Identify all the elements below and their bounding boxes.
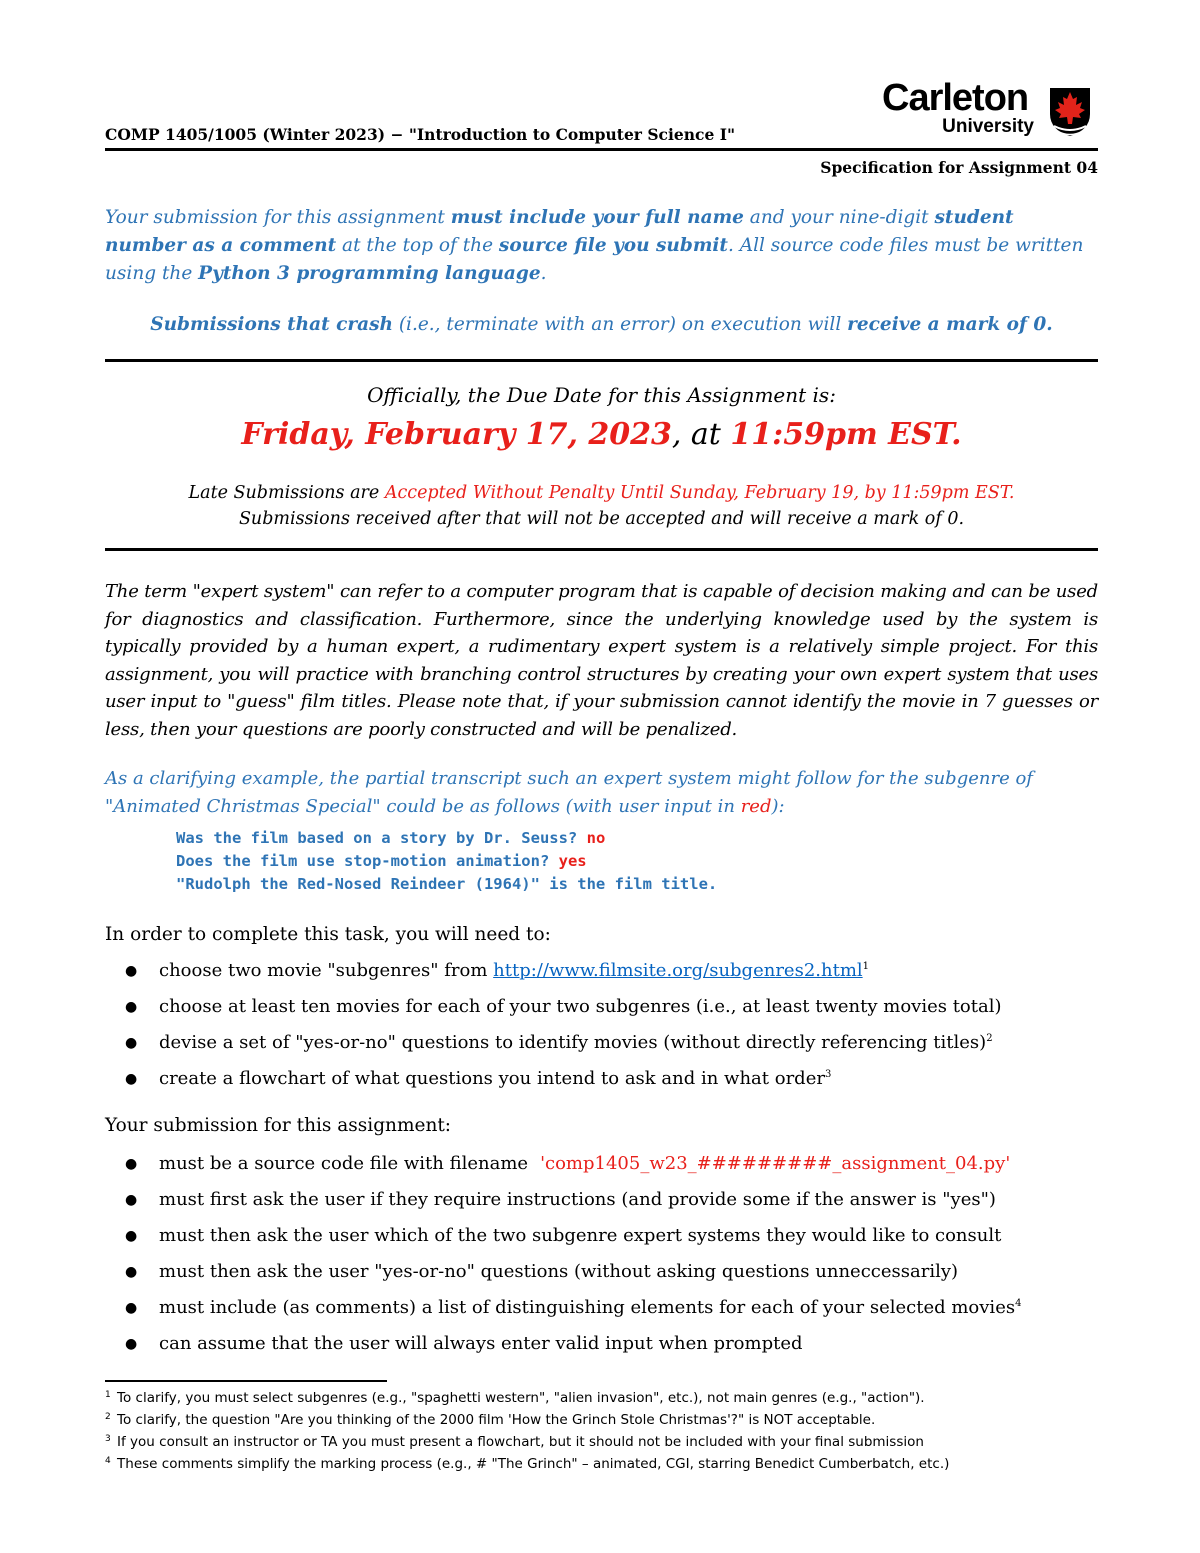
- footnote-text: To clarify, you must select subgenres (e.g., "spaghetti western", "alien invasion", etc.), not main genres (e.g., "action").: [117, 1390, 925, 1406]
- filmsite-link[interactable]: http://www.filmsite.org/subgenres2.html: [493, 960, 863, 981]
- submission-text: can assume that the user will always enter valid input when prompted: [159, 1333, 803, 1354]
- due-date-label: Officially, the Due Date for this Assignment is:: [367, 383, 836, 407]
- section-divider-1: [105, 359, 1098, 362]
- tasks-list: [105, 953, 1098, 1097]
- course-title: COMP 1405/1005 (Winter 2023) − "Introduction to Computer Science I": [105, 125, 736, 144]
- req-text-3: at the top of the: [336, 235, 499, 256]
- footnote-2: [105, 1409, 1098, 1431]
- bullet-icon: ●: [125, 1264, 138, 1280]
- crash-warning: [105, 311, 1098, 339]
- footnote-3: [105, 1431, 1098, 1453]
- late-text-2: Submissions received after that will not be accepted and will receive a mark of 0.: [238, 509, 965, 529]
- transcript-question-1: Was the film based on a story by Dr. Seuss?: [176, 829, 587, 847]
- footnote-ref: 1: [862, 961, 870, 972]
- tasks-title: In order to complete this task, you will need to:: [105, 924, 551, 945]
- due-date-day: Friday, February 17, 2023: [241, 417, 672, 452]
- list-item: [105, 1218, 1098, 1254]
- logo-subtitle: University: [942, 116, 1034, 137]
- list-item: [105, 1061, 1098, 1097]
- task-text: create a flowchart of what questions you intend to ask and in what order: [159, 1068, 825, 1089]
- due-date: [105, 414, 1098, 456]
- document-page: [105, 0, 1098, 1553]
- submission-text: must include (as comments) a list of distinguishing elements for each of your selected movies: [159, 1297, 1016, 1318]
- transcript-question-2: Does the film use stop-motion animation?: [176, 852, 559, 870]
- bullet-icon: ●: [125, 1192, 138, 1208]
- req-emph-full-name: must include your full name: [450, 207, 744, 228]
- req-text-4: . All source code files must be written using the: [105, 235, 1084, 284]
- footnote-text: These comments simplify the marking process (e.g., # "The Grinch" – animated, CGI, starring Benedict Cumberbatch, etc.): [117, 1456, 950, 1472]
- footnote-ref: 4: [1015, 1298, 1022, 1309]
- example-text-end: ):: [771, 795, 785, 817]
- required-filename: 'comp1405_w23_#########_assignment_04.py': [540, 1153, 1011, 1174]
- section-divider-2: [105, 548, 1098, 551]
- carleton-logo: [882, 77, 1098, 140]
- footnote-4: [105, 1453, 1098, 1475]
- req-emph-source-file: source file you submit: [498, 235, 728, 256]
- submission-text: must first ask the user if they require instructions (and provide some if the answer is "yes"): [159, 1189, 996, 1210]
- footnotes: [105, 1387, 1098, 1475]
- task-text: devise a set of "yes-or-no" questions to identify movies (without directly referencing titles): [159, 1032, 987, 1053]
- footnote-text: To clarify, the question "Are you thinking of the 2000 film 'How the Grinch Stole Christmas'?" is NOT acceptable.: [117, 1412, 876, 1428]
- bullet-icon: ●: [125, 1035, 138, 1051]
- crash-text: (i.e., terminate with an error) on execution will: [392, 314, 848, 335]
- transcript-result: "Rudolph the Red-Nosed Reindeer (1964)" is the film title.: [176, 875, 718, 893]
- submission-list: [105, 1146, 1098, 1362]
- example-transcript: [176, 827, 717, 896]
- transcript-answer-2: yes: [558, 852, 587, 870]
- footnote-ref: 3: [824, 1069, 832, 1080]
- list-item: [105, 1025, 1098, 1061]
- req-text-1: Your submission for this assignment: [105, 207, 451, 228]
- submission-text: must be a source code file with filename: [159, 1153, 529, 1174]
- crash-emph-1: Submissions that crash: [150, 314, 393, 335]
- crash-emph-2: receive a mark of 0: [847, 314, 1047, 335]
- list-item: [105, 953, 1098, 989]
- late-policy: [105, 480, 1098, 532]
- list-item: [105, 1254, 1098, 1290]
- due-date-period: .: [951, 417, 962, 452]
- example-paragraph: [105, 765, 1098, 820]
- bullet-icon: ●: [125, 1300, 138, 1316]
- list-item: [105, 1146, 1098, 1182]
- bullet-icon: ●: [125, 1071, 138, 1087]
- footnote-number: 3: [105, 1433, 111, 1444]
- bullet-icon: ●: [125, 963, 138, 979]
- transcript-answer-1: no: [586, 829, 606, 847]
- submission-text: must then ask the user "yes-or-no" questions (without asking questions unneccessarily): [159, 1261, 959, 1282]
- task-text: choose two movie "subgenres" from: [159, 960, 494, 981]
- example-red-word: red: [740, 795, 772, 817]
- req-text-5: .: [540, 263, 547, 284]
- late-text-1: Late Submissions are: [188, 483, 385, 503]
- footnote-1: [105, 1387, 1098, 1409]
- footnote-number: 1: [105, 1389, 111, 1400]
- list-item: [105, 989, 1098, 1025]
- header-divider: [105, 148, 1098, 151]
- crash-period: .: [1046, 314, 1053, 335]
- bullet-icon: ●: [125, 1336, 138, 1352]
- req-emph-student-number: student number as a comment: [105, 207, 1014, 256]
- list-item: [105, 1182, 1098, 1218]
- due-date-time: 11:59pm EST: [730, 417, 952, 452]
- maple-leaf-shield-icon: [1046, 84, 1094, 138]
- task-text: choose at least ten movies for each of your two subgenres (i.e., at least twenty movies total): [159, 996, 1002, 1017]
- submission-requirements: [105, 204, 1098, 288]
- due-date-at: , at: [671, 417, 731, 452]
- logo-wordmark: Carleton: [882, 77, 1029, 119]
- footnote-divider: [105, 1380, 387, 1382]
- submission-text: must then ask the user which of the two subgenre expert systems they would like to consult: [159, 1225, 1002, 1246]
- footnote-text: If you consult an instructor or TA you must present a flowchart, but it should not be included with your final submission: [117, 1434, 924, 1450]
- assignment-title: Specification for Assignment 04: [820, 158, 1098, 177]
- intro-paragraph: The term "expert system" can refer to a computer program that is capable of decision making and can be used for diagnostics and classification. Furthermore, since the underlying knowledge used by the system is typically provided by a human expert, a rudimentary expert system is a relatively simple project. For this assignment, you will practice with branching control structures by creating your own expert system that uses user input to "guess" film titles. Please note that, if your submission cannot identify the movie in 7 guesses or less, then your questions are poorly constructed and will be penalized.: [105, 581, 1098, 740]
- late-accepted: Accepted Without Penalty Until Sunday, February 19, by 11:59pm EST.: [384, 483, 1015, 503]
- submission-title: Your submission for this assignment:: [105, 1115, 452, 1136]
- bullet-icon: ●: [125, 1156, 138, 1172]
- req-emph-python: Python 3 programming language: [198, 263, 541, 284]
- footnote-ref: 2: [986, 1033, 993, 1044]
- footnote-number: 2: [105, 1411, 111, 1422]
- list-item: [105, 1290, 1098, 1326]
- footnote-number: 4: [105, 1455, 111, 1466]
- list-item: [105, 1326, 1098, 1362]
- bullet-icon: ●: [125, 999, 138, 1015]
- req-text-2: and your nine-digit: [743, 207, 935, 228]
- example-text: As a clarifying example, the partial transcript such an expert system might follow for the subgenre of "Animated Christmas Special" could be as follows (with user input in: [105, 768, 1033, 817]
- bullet-icon: ●: [125, 1228, 138, 1244]
